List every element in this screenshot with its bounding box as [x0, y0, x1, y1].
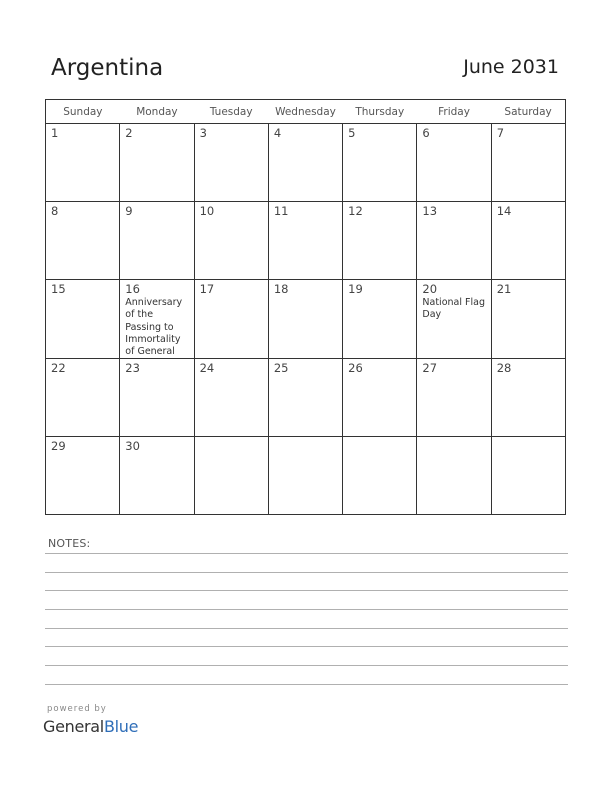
weekday-saturday: Saturday: [491, 100, 565, 124]
day-cell: [417, 359, 491, 437]
day-cell: [46, 359, 120, 437]
holiday-label: National Flag Day: [422, 297, 485, 321]
day-number: 13: [422, 204, 438, 218]
brand-general: General: [43, 717, 104, 736]
day-number: 23: [125, 361, 140, 376]
day-cell: [120, 124, 194, 202]
day-number: 5: [348, 126, 356, 140]
weekday-friday: Friday: [417, 100, 491, 124]
day-number: [492, 437, 565, 453]
day-number: 27: [422, 361, 438, 376]
generalblue-logo[interactable]: [43, 717, 138, 736]
country-title: Argentina: [51, 55, 164, 81]
day-number: 21: [496, 282, 512, 296]
day-cell: [417, 202, 491, 280]
day-number: [269, 437, 342, 453]
day-cell: [268, 280, 342, 359]
day-cell: [417, 124, 491, 202]
day-number: [417, 437, 490, 453]
day-cell: [46, 437, 120, 515]
day-cell: [120, 280, 194, 359]
day-number: 10: [199, 204, 215, 218]
day-number: 17: [199, 282, 215, 296]
week-row: [46, 124, 566, 202]
day-number: 26: [348, 361, 363, 376]
day-number: 15: [51, 282, 66, 296]
day-cell: [491, 437, 565, 515]
week-row: [46, 280, 566, 359]
weekday-thursday: Thursday: [343, 100, 417, 124]
brand-blue: Blue: [103, 717, 139, 736]
day-number: 7: [496, 126, 505, 140]
day-cell: [194, 202, 268, 280]
week-row: [46, 202, 566, 280]
day-number: 6: [422, 126, 430, 140]
day-number: [195, 437, 268, 453]
day-cell: [194, 359, 268, 437]
day-cell: [194, 124, 268, 202]
day-number: [343, 437, 416, 453]
day-cell: [268, 359, 342, 437]
note-line: [45, 553, 568, 554]
weekday-sunday: Sunday: [46, 100, 120, 124]
day-cell: [268, 437, 342, 515]
week-row: [46, 359, 566, 437]
note-line: [45, 628, 568, 629]
note-line: [45, 590, 568, 591]
note-line: [45, 572, 568, 573]
day-cell: [194, 437, 268, 515]
day-number: 25: [273, 361, 289, 376]
day-cell: [417, 280, 491, 359]
weekday-tuesday: Tuesday: [194, 100, 268, 124]
day-number: 4: [273, 126, 282, 140]
weekday-wednesday: Wednesday: [268, 100, 342, 124]
day-number: 29: [51, 439, 66, 454]
day-cell: [343, 280, 417, 359]
notes-label: NOTES:: [48, 537, 91, 550]
day-cell: [268, 202, 342, 280]
day-cell: [46, 202, 120, 280]
day-number: 11: [273, 204, 289, 218]
powered-by-text: powered by: [47, 704, 107, 714]
weekday-header-row: [46, 100, 566, 124]
note-line: [45, 665, 568, 666]
month-year-title: June 2031: [463, 56, 559, 78]
day-cell: [491, 280, 565, 359]
note-line: [45, 609, 568, 610]
day-cell: [194, 280, 268, 359]
calendar-body: [46, 124, 566, 515]
note-line: [45, 684, 568, 685]
day-number: 24: [199, 361, 215, 376]
day-number: 9: [125, 204, 133, 218]
day-cell: [491, 359, 565, 437]
calendar-grid: [45, 99, 566, 515]
day-cell: [491, 124, 565, 202]
day-cell: [491, 202, 565, 280]
day-cell: [46, 280, 120, 359]
note-line: [45, 646, 568, 647]
day-number: 2: [125, 126, 133, 140]
weekday-monday: Monday: [120, 100, 194, 124]
day-cell: [343, 202, 417, 280]
day-number: 14: [496, 204, 512, 218]
day-cell: [268, 124, 342, 202]
day-number: 22: [51, 361, 66, 376]
day-cell: [417, 437, 491, 515]
day-number: 8: [51, 204, 59, 218]
day-number: 1: [51, 126, 59, 140]
day-number: 19: [348, 282, 363, 296]
day-number: 16: [125, 282, 140, 296]
day-number: 18: [273, 282, 289, 296]
day-cell: [46, 124, 120, 202]
week-row: [46, 437, 566, 515]
day-number: 12: [348, 204, 363, 218]
day-cell: [343, 124, 417, 202]
day-number: 3: [199, 126, 207, 140]
day-cell: [120, 437, 194, 515]
holiday-label: Anniversary of the Passing to Immortality of General: [125, 297, 183, 358]
day-number: 28: [496, 361, 512, 376]
day-cell: [343, 359, 417, 437]
day-cell: [120, 202, 194, 280]
day-cell: [343, 437, 417, 515]
day-number: 30: [125, 439, 140, 454]
day-number: 20: [422, 282, 438, 296]
day-cell: [120, 359, 194, 437]
